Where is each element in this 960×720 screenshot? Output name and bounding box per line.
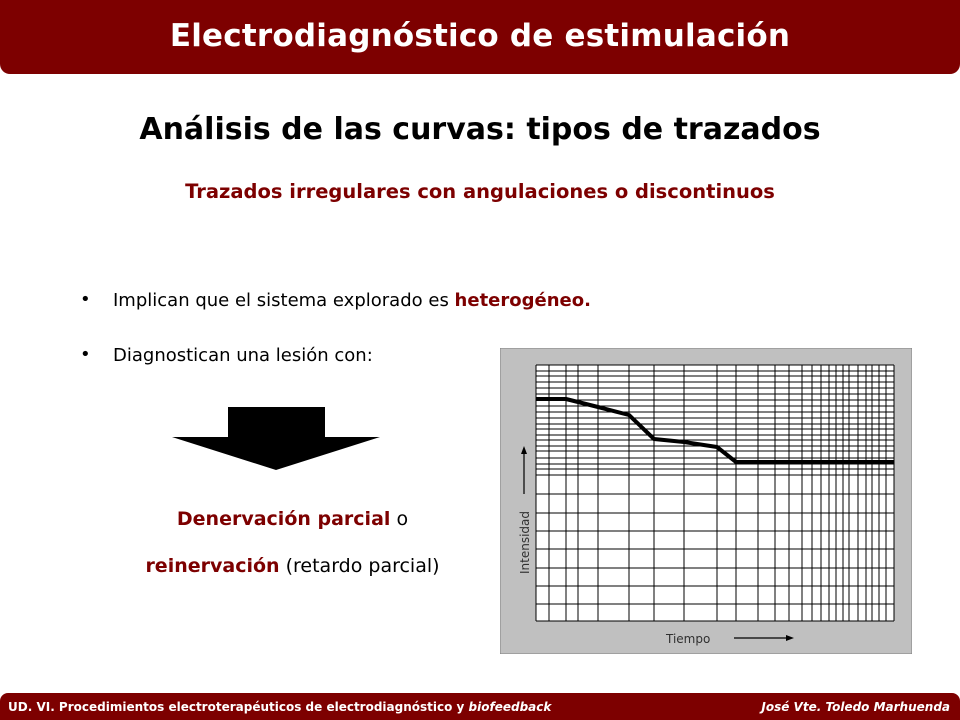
conclusion-text-or: o (390, 508, 409, 530)
slide-heading: Análisis de las curvas: tipos de trazados (139, 112, 821, 147)
conclusion-text-delay: (retardo parcial) (279, 555, 440, 577)
slide-subheading: Trazados irregulares con angulaciones o discontinuos (185, 180, 775, 203)
footer-author: José Vte. Toledo Marhuenda (761, 700, 950, 714)
title-bar (0, 0, 960, 74)
bullet-marker: • (80, 344, 91, 365)
footer-bar (0, 693, 960, 720)
bullet-text-plain: Implican que el sistema explorado es (113, 290, 455, 311)
bullet-highlight: heterogéneo. (454, 290, 591, 311)
bullet-text: Diagnostican una lesión con: (113, 345, 373, 366)
footer-course-italic: biofeedback (468, 700, 552, 714)
y-axis-label: Intensidad (518, 510, 532, 574)
conclusion-highlight-denervation: Denervación parcial (176, 508, 391, 530)
down-arrow-icon (172, 407, 382, 471)
x-axis-label: Tiempo (666, 632, 711, 646)
footer-course-title (8, 700, 551, 714)
intensity-time-chart (500, 348, 912, 654)
slide-title: Electrodiagnóstico de estimulación (169, 18, 791, 54)
conclusion-highlight-reinnervation: reinervación (145, 555, 280, 577)
bullet-marker: • (80, 289, 91, 310)
footer-course-text: UD. VI. Procedimientos electroterapéuticos de electrodiagnóstico y (8, 700, 469, 714)
conclusion-line-1 (80, 508, 505, 530)
conclusion-line-2 (80, 555, 505, 577)
bullet-text (113, 290, 591, 311)
